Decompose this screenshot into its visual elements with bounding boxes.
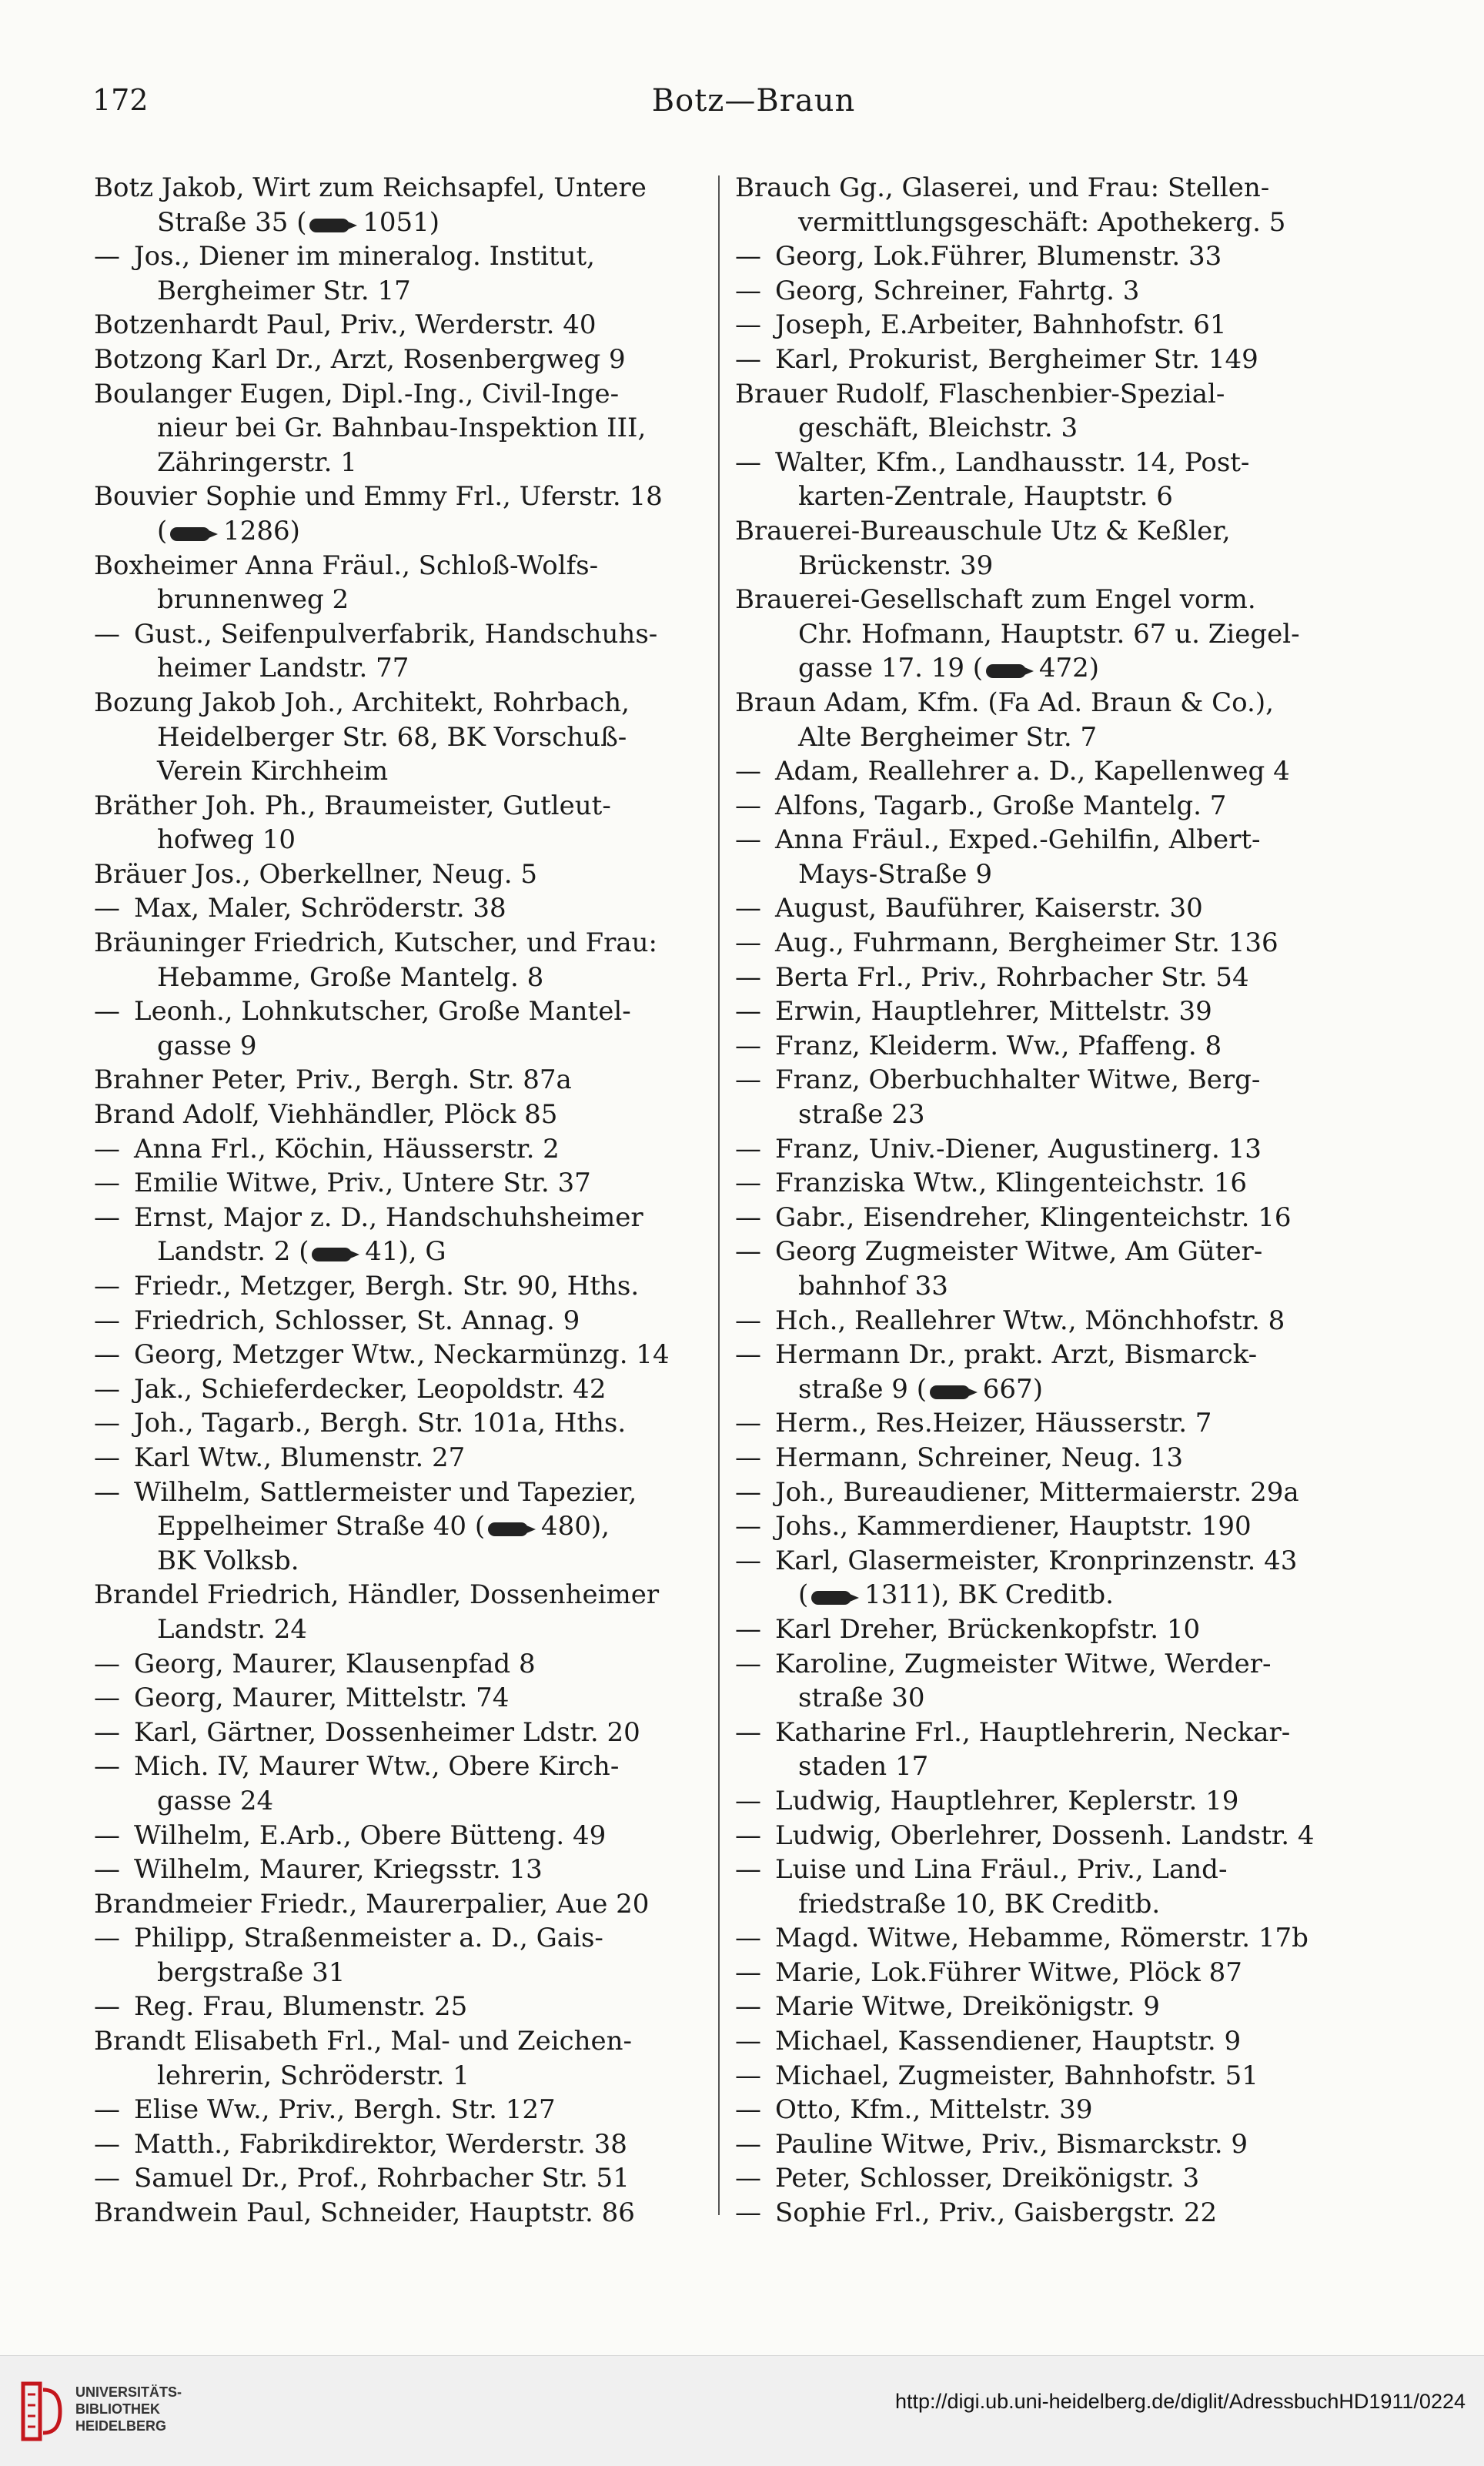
directory-entry xyxy=(94,1819,710,1853)
entry-text: Brandel Friedrich, Händler, Dossenheimer xyxy=(94,1579,660,1611)
entry-continuation: Verein Kirchheim xyxy=(157,756,389,787)
directory-entry xyxy=(735,1544,1351,1612)
entry-continuation: Chr. Hofmann, Hauptstr. 67 u. Ziegel- xyxy=(798,618,1300,650)
entry-text: Emilie Witwe, Priv., Untere Str. 37 xyxy=(134,1168,591,1199)
entry-text: Michael, Kassendiener, Hauptstr. 9 xyxy=(775,2026,1242,2057)
directory-entry xyxy=(94,1716,710,1750)
directory-entry xyxy=(735,1921,1351,1956)
repeat-name-dash: — xyxy=(735,824,761,856)
directory-entry xyxy=(94,1304,710,1338)
entry-continuation: straße 9 ( 667) xyxy=(798,1373,1043,1405)
directory-entry xyxy=(94,1406,710,1441)
entry-text: Brandt Elisabeth Frl., Mal- und Zeichen- xyxy=(94,2026,633,2057)
directory-entry xyxy=(94,377,710,480)
directory-entry xyxy=(735,994,1351,1029)
entry-text: Marie, Lok.Führer Witwe, Plöck 87 xyxy=(775,1956,1242,1988)
entry-continuation: bahnhof 33 xyxy=(798,1271,948,1302)
directory-entry xyxy=(94,1063,710,1098)
directory-entry xyxy=(735,1784,1351,1819)
repeat-name-dash: — xyxy=(735,1545,761,1576)
repeat-name-dash: — xyxy=(94,2094,120,2126)
entry-continuation: gasse 24 xyxy=(157,1785,274,1816)
repeat-name-dash: — xyxy=(735,1305,761,1336)
entry-text: Karoline, Zugmeister Witwe, Werder- xyxy=(775,1648,1272,1679)
entry-text: August, Bauführer, Kaiserstr. 30 xyxy=(775,893,1203,924)
directory-entry xyxy=(94,994,710,1063)
entry-text: Brahner Peter, Priv., Bergh. Str. 87a xyxy=(94,1064,572,1096)
directory-entry xyxy=(735,1853,1351,1921)
directory-entry xyxy=(94,926,710,994)
entry-text: Johs., Kammerdiener, Hauptstr. 190 xyxy=(775,1511,1252,1542)
entry-text: Gabr., Eisendreher, Klingenteichstr. 16 xyxy=(775,1201,1292,1233)
entry-text: Max, Maler, Schröderstr. 38 xyxy=(134,893,506,924)
telephone-icon xyxy=(309,219,349,232)
directory-entry xyxy=(94,308,710,342)
directory-entry xyxy=(94,239,710,308)
directory-entry xyxy=(735,1235,1351,1303)
entry-text: Karl Dreher, Brückenkopfstr. 10 xyxy=(775,1613,1201,1645)
entry-text: Ludwig, Oberlehrer, Dossenh. Landstr. 4 xyxy=(775,1819,1315,1851)
entry-text: Herm., Res.Heizer, Häusserstr. 7 xyxy=(775,1408,1212,1439)
entry-text: Bräther Joh. Ph., Braumeister, Gutleut- xyxy=(94,790,611,821)
entry-text: Reg. Frau, Blumenstr. 25 xyxy=(134,1991,468,2023)
entry-continuation: straße 23 xyxy=(798,1099,925,1131)
directory-entry xyxy=(735,789,1351,824)
directory-entry xyxy=(735,2161,1351,2196)
entry-text: Georg, Schreiner, Fahrtg. 3 xyxy=(775,275,1140,306)
repeat-name-dash: — xyxy=(735,2128,761,2160)
entry-continuation: Landstr. 2 ( 41), G xyxy=(157,1236,446,1268)
entry-continuation: geschäft, Bleichstr. 3 xyxy=(798,413,1078,444)
directory-entry xyxy=(735,1612,1351,1647)
entry-text: Georg, Maurer, Klausenpfad 8 xyxy=(134,1648,536,1679)
directory-entry xyxy=(735,1956,1351,1990)
repeat-name-dash: — xyxy=(94,1682,120,1714)
entry-text: Franz, Oberbuchhalter Witwe, Berg- xyxy=(775,1064,1261,1096)
directory-entry xyxy=(735,1338,1351,1406)
directory-entry xyxy=(94,1578,710,1646)
directory-entry xyxy=(735,1441,1351,1475)
repeat-name-dash: — xyxy=(735,1339,761,1371)
repeat-name-dash: — xyxy=(94,1442,120,1473)
directory-entry xyxy=(94,2093,710,2127)
directory-entry xyxy=(735,1029,1351,1064)
repeat-name-dash: — xyxy=(735,1408,761,1439)
library-name-line: HEIDELBERG xyxy=(75,2418,167,2434)
entry-continuation: Straße 35 ( 1051) xyxy=(157,206,440,238)
library-logo-icon xyxy=(17,2379,65,2444)
directory-entry xyxy=(94,1475,710,1579)
directory-entry xyxy=(94,891,710,926)
entry-continuation: gasse 17. 19 ( 472) xyxy=(798,653,1100,684)
left-column xyxy=(94,171,710,2230)
repeat-name-dash: — xyxy=(735,1648,761,1679)
directory-entry xyxy=(735,1509,1351,1544)
page-header xyxy=(92,83,1415,129)
entry-text: Franz, Univ.-Diener, Augustinerg. 13 xyxy=(775,1133,1262,1164)
repeat-name-dash: — xyxy=(94,893,120,924)
repeat-name-dash: — xyxy=(94,1991,120,2023)
directory-entry xyxy=(735,308,1351,342)
entry-continuation: Landstr. 24 xyxy=(157,1613,308,1645)
entry-text: Sophie Frl., Priv., Gaisbergstr. 22 xyxy=(775,2197,1218,2229)
repeat-name-dash: — xyxy=(735,343,761,375)
repeat-name-dash: — xyxy=(94,1133,120,1164)
telephone-icon xyxy=(488,1522,528,1536)
directory-entry xyxy=(94,342,710,377)
directory-entry xyxy=(735,686,1351,754)
directory-entry xyxy=(94,1166,710,1201)
directory-entry xyxy=(94,1887,710,1922)
entry-text: Brandmeier Friedr., Maurerpalier, Aue 20 xyxy=(94,1888,650,1920)
entry-text: Elise Ww., Priv., Bergh. Str. 127 xyxy=(134,2094,556,2126)
page-title: Botz—Braun xyxy=(651,83,856,119)
directory-entry xyxy=(735,1406,1351,1441)
entry-text: Joseph, E.Arbeiter, Bahnhofstr. 61 xyxy=(775,309,1227,341)
entry-text: Pauline Witwe, Priv., Bismarckstr. 9 xyxy=(775,2128,1248,2160)
entry-text: Jos., Diener im mineralog. Institut, xyxy=(134,241,595,272)
directory-entry xyxy=(735,1475,1351,1510)
entry-continuation: Mays-Straße 9 xyxy=(798,858,992,890)
entry-continuation: ( 1311), BK Creditb. xyxy=(798,1579,1114,1611)
entry-continuation: Brückenstr. 39 xyxy=(798,550,994,581)
directory-entry xyxy=(94,1853,710,1887)
entry-text: Wilhelm, E.Arb., Obere Bütteng. 49 xyxy=(134,1819,607,1851)
repeat-name-dash: — xyxy=(735,1956,761,1988)
directory-entry xyxy=(735,961,1351,995)
repeat-name-dash: — xyxy=(735,927,761,959)
repeat-name-dash: — xyxy=(735,1716,761,1748)
repeat-name-dash: — xyxy=(735,1819,761,1851)
entry-text: Leonh., Lohnkutscher, Große Mantel- xyxy=(134,996,631,1028)
library-name xyxy=(75,2384,182,2434)
entry-text: Anna Frl., Köchin, Häusserstr. 2 xyxy=(134,1133,560,1164)
directory-entry xyxy=(94,1441,710,1475)
entry-text: Aug., Fuhrmann, Bergheimer Str. 136 xyxy=(775,927,1278,959)
repeat-name-dash: — xyxy=(735,1613,761,1645)
repeat-name-dash: — xyxy=(94,1408,120,1439)
entry-text: Boxheimer Anna Fräul., Schloß-Wolfs- xyxy=(94,550,599,581)
entry-text: Peter, Schlosser, Dreikönigstr. 3 xyxy=(775,2163,1200,2194)
repeat-name-dash: — xyxy=(94,1819,120,1851)
directory-entry xyxy=(94,1990,710,2024)
entry-text: Anna Fräul., Exped.-Gehilfin, Albert- xyxy=(775,824,1261,856)
repeat-name-dash: — xyxy=(94,1168,120,1199)
repeat-name-dash: — xyxy=(94,1201,120,1233)
column-divider xyxy=(718,175,720,2215)
repeat-name-dash: — xyxy=(735,1133,761,1164)
entry-text: Magd. Witwe, Hebamme, Römerstr. 17b xyxy=(775,1923,1309,1954)
entry-text: Brand Adolf, Viehhändler, Plöck 85 xyxy=(94,1099,558,1131)
entry-continuation: Eppelheimer Straße 40 ( 480), xyxy=(157,1511,610,1542)
directory-entry xyxy=(735,2059,1351,2093)
directory-entry xyxy=(94,1338,710,1372)
directory-entry xyxy=(735,274,1351,309)
entry-text: Katharine Frl., Hauptlehrerin, Neckar- xyxy=(775,1716,1291,1748)
repeat-name-dash: — xyxy=(735,790,761,821)
entry-text: Brauerei-Gesellschaft zum Engel vorm. xyxy=(735,584,1256,616)
directory-entry xyxy=(735,171,1351,239)
repeat-name-dash: — xyxy=(94,2128,120,2160)
entry-text: Ludwig, Hauptlehrer, Keplerstr. 19 xyxy=(775,1785,1239,1816)
entry-text: Karl, Gärtner, Dossenheimer Ldstr. 20 xyxy=(134,1716,640,1748)
repeat-name-dash: — xyxy=(735,446,761,478)
entry-text: Karl Wtw., Blumenstr. 27 xyxy=(134,1442,466,1473)
directory-entry xyxy=(735,1819,1351,1853)
entry-continuation: heimer Landstr. 77 xyxy=(157,653,409,684)
repeat-name-dash: — xyxy=(94,996,120,1028)
entry-continuation: vermittlungsgeschäft: Apothekerg. 5 xyxy=(798,206,1286,238)
repeat-name-dash: — xyxy=(735,2163,761,2194)
repeat-name-dash: — xyxy=(94,1716,120,1748)
directory-entry xyxy=(94,2161,710,2196)
repeat-name-dash: — xyxy=(94,1854,120,1886)
repeat-name-dash: — xyxy=(94,241,120,272)
entry-text: Friedr., Metzger, Bergh. Str. 90, Hths. xyxy=(134,1271,640,1302)
directory-entry xyxy=(94,1269,710,1304)
repeat-name-dash: — xyxy=(94,1476,120,1508)
library-name-line: UNIVERSITÄTS- xyxy=(75,2384,182,2400)
telephone-icon xyxy=(986,664,1026,678)
entry-text: Bouvier Sophie und Emmy Frl., Uferstr. 18 xyxy=(94,481,663,513)
telephone-icon xyxy=(811,1591,851,1605)
telephone-icon xyxy=(930,1385,970,1399)
repeat-name-dash: — xyxy=(735,893,761,924)
directory-entry xyxy=(94,1647,710,1682)
repeat-name-dash: — xyxy=(735,1854,761,1886)
directory-entry xyxy=(94,857,710,892)
repeat-name-dash: — xyxy=(735,1991,761,2023)
entry-text: Bozung Jakob Joh., Architekt, Rohrbach, xyxy=(94,687,630,718)
entry-text: Brauerei-Bureauschule Utz & Keßler, xyxy=(735,515,1231,546)
directory-entry xyxy=(94,480,710,548)
source-url-link[interactable]: http://digi.ub.uni-heidelberg.de/diglit/AdressbuchHD1911/0224 xyxy=(895,2390,1466,2413)
directory-entry xyxy=(94,1201,710,1269)
directory-entry xyxy=(735,1166,1351,1201)
repeat-name-dash: — xyxy=(94,1305,120,1336)
entry-text: Marie Witwe, Dreikönigstr. 9 xyxy=(775,1991,1160,2023)
directory-entry xyxy=(735,2196,1351,2230)
telephone-icon xyxy=(170,527,210,541)
viewer-footer xyxy=(0,2355,1484,2466)
directory-entry xyxy=(735,2093,1351,2127)
entry-text: Botzenhardt Paul, Priv., Werderstr. 40 xyxy=(94,309,597,341)
entry-text: Philipp, Straßenmeister a. D., Gais- xyxy=(134,1923,603,1954)
entry-continuation: Bergheimer Str. 17 xyxy=(157,275,411,306)
entry-text: Jak., Schieferdecker, Leopoldstr. 42 xyxy=(134,1373,607,1405)
repeat-name-dash: — xyxy=(94,2163,120,2194)
directory-entry xyxy=(94,171,710,239)
directory-entry xyxy=(735,926,1351,961)
entry-text: Brauch Gg., Glaserei, und Frau: Stellen- xyxy=(735,172,1270,203)
repeat-name-dash: — xyxy=(94,618,120,650)
entry-text: Michael, Zugmeister, Bahnhofstr. 51 xyxy=(775,2060,1258,2091)
repeat-name-dash: — xyxy=(735,1064,761,1096)
directory-entry xyxy=(94,2024,710,2093)
entry-text: Berta Frl., Priv., Rohrbacher Str. 54 xyxy=(775,961,1249,993)
repeat-name-dash: — xyxy=(735,1511,761,1542)
entry-text: Brandwein Paul, Schneider, Hauptstr. 86 xyxy=(94,2197,635,2229)
entry-continuation: Alte Bergheimer Str. 7 xyxy=(798,721,1098,753)
repeat-name-dash: — xyxy=(735,2094,761,2126)
directory-entry xyxy=(94,2196,710,2230)
repeat-name-dash: — xyxy=(735,2060,761,2091)
directory-entry xyxy=(735,754,1351,789)
repeat-name-dash: — xyxy=(735,756,761,787)
directory-entry xyxy=(735,446,1351,514)
entry-continuation: Heidelberger Str. 68, BK Vorschuß- xyxy=(157,721,627,753)
entry-text: Botz Jakob, Wirt zum Reichsapfel, Untere xyxy=(94,172,647,203)
entry-text: Luise und Lina Fräul., Priv., Land- xyxy=(775,1854,1228,1886)
library-name-line: BIBLIOTHEK xyxy=(75,2401,160,2417)
entry-text: Walter, Kfm., Landhausstr. 14, Post- xyxy=(775,446,1250,478)
entry-text: Adam, Reallehrer a. D., Kapellenweg 4 xyxy=(775,756,1290,787)
directory-entry xyxy=(735,514,1351,583)
directory-entry xyxy=(735,1304,1351,1338)
page-number: 172 xyxy=(92,83,149,117)
entry-continuation: BK Volksb. xyxy=(157,1545,299,1576)
repeat-name-dash: — xyxy=(94,1923,120,1954)
entry-continuation: gasse 9 xyxy=(157,1030,257,1061)
entry-text: Karl, Glasermeister, Kronprinzenstr. 43 xyxy=(775,1545,1298,1576)
entry-continuation: lehrerin, Schröderstr. 1 xyxy=(157,2060,470,2091)
entry-text: Ernst, Major z. D., Handschuhsheimer xyxy=(134,1201,643,1233)
directory-entry xyxy=(94,789,710,857)
repeat-name-dash: — xyxy=(94,1339,120,1371)
directory-entry xyxy=(735,823,1351,891)
directory-entry xyxy=(735,1647,1351,1716)
directory-entry xyxy=(735,2024,1351,2059)
repeat-name-dash: — xyxy=(735,1785,761,1816)
entry-text: Wilhelm, Maurer, Kriegsstr. 13 xyxy=(134,1854,543,1886)
entry-text: Franz, Kleiderm. Ww., Pfaffeng. 8 xyxy=(775,1030,1222,1061)
entry-continuation: hofweg 10 xyxy=(157,824,296,856)
entry-text: Georg Zugmeister Witwe, Am Güter- xyxy=(775,1236,1263,1268)
entry-text: Matth., Fabrikdirektor, Werderstr. 38 xyxy=(134,2128,627,2160)
entry-text: Gust., Seifenpulverfabrik, Handschuhs- xyxy=(134,618,658,650)
entry-text: Georg, Metzger Wtw., Neckarmünzg. 14 xyxy=(134,1339,670,1371)
entry-continuation: friedstraße 10, BK Creditb. xyxy=(798,1888,1161,1920)
directory-entry xyxy=(94,1132,710,1167)
repeat-name-dash: — xyxy=(735,309,761,341)
entry-continuation: Hebamme, Große Mantelg. 8 xyxy=(157,961,544,993)
directory-entry xyxy=(735,1132,1351,1167)
repeat-name-dash: — xyxy=(735,996,761,1028)
entry-text: Hermann, Schreiner, Neug. 13 xyxy=(775,1442,1183,1473)
entry-text: Bräuninger Friedrich, Kutscher, und Frau: xyxy=(94,927,657,959)
entry-continuation: brunnenweg 2 xyxy=(157,584,349,616)
entry-text: Franziska Wtw., Klingenteichstr. 16 xyxy=(775,1168,1247,1199)
entry-text: Friedrich, Schlosser, St. Annag. 9 xyxy=(134,1305,580,1336)
repeat-name-dash: — xyxy=(94,1648,120,1679)
right-column xyxy=(735,171,1351,2230)
directory-entry xyxy=(94,549,710,617)
entry-continuation: karten-Zentrale, Hauptstr. 6 xyxy=(798,481,1173,513)
repeat-name-dash: — xyxy=(735,2026,761,2057)
directory-entry xyxy=(94,1372,710,1407)
entry-continuation: bergstraße 31 xyxy=(157,1956,346,1988)
entry-text: Karl, Prokurist, Bergheimer Str. 149 xyxy=(775,343,1258,375)
directory-entry xyxy=(94,1098,710,1132)
directory-entry xyxy=(735,239,1351,274)
repeat-name-dash: — xyxy=(94,1373,120,1405)
directory-entry xyxy=(735,342,1351,377)
repeat-name-dash: — xyxy=(735,275,761,306)
directory-entry xyxy=(94,1681,710,1716)
entry-continuation: straße 30 xyxy=(798,1682,925,1714)
repeat-name-dash: — xyxy=(735,1168,761,1199)
entry-continuation: staden 17 xyxy=(798,1751,929,1783)
entry-text: Bräuer Jos., Oberkellner, Neug. 5 xyxy=(94,858,537,890)
entry-continuation: Zähringerstr. 1 xyxy=(157,446,357,478)
entry-text: Joh., Tagarb., Bergh. Str. 101a, Hths. xyxy=(134,1408,627,1439)
entry-text: Erwin, Hauptlehrer, Mittelstr. 39 xyxy=(775,996,1212,1028)
entry-text: Wilhelm, Sattlermeister und Tapezier, xyxy=(134,1476,637,1508)
directory-entry xyxy=(735,1716,1351,1784)
entry-text: Joh., Bureaudiener, Mittermaierstr. 29a xyxy=(775,1476,1299,1508)
directory-entry xyxy=(94,1749,710,1818)
entry-text: Mich. IV, Maurer Wtw., Obere Kirch- xyxy=(134,1751,620,1783)
directory-entry xyxy=(735,2127,1351,2162)
entry-text: Otto, Kfm., Mittelstr. 39 xyxy=(775,2094,1093,2126)
repeat-name-dash: — xyxy=(735,1201,761,1233)
repeat-name-dash: — xyxy=(735,2197,761,2229)
directory-entry xyxy=(94,2127,710,2162)
directory-entry xyxy=(94,1921,710,1990)
repeat-name-dash: — xyxy=(735,961,761,993)
directory-entry xyxy=(735,1990,1351,2024)
entry-text: Hermann Dr., prakt. Arzt, Bismarck- xyxy=(775,1339,1258,1371)
directory-entry xyxy=(735,891,1351,926)
directory-entry xyxy=(94,617,710,686)
repeat-name-dash: — xyxy=(735,1923,761,1954)
repeat-name-dash: — xyxy=(94,1751,120,1783)
entry-text: Hch., Reallehrer Wtw., Mönchhofstr. 8 xyxy=(775,1305,1285,1336)
entry-text: Samuel Dr., Prof., Rohrbacher Str. 51 xyxy=(134,2163,630,2194)
directory-entry xyxy=(735,583,1351,686)
directory-entry xyxy=(735,1063,1351,1131)
repeat-name-dash: — xyxy=(94,1271,120,1302)
directory-entry xyxy=(94,686,710,789)
entry-text: Georg, Maurer, Mittelstr. 74 xyxy=(134,1682,510,1714)
entry-continuation: nieur bei Gr. Bahnbau-Inspektion III, xyxy=(157,413,647,444)
directory-entry xyxy=(735,377,1351,446)
repeat-name-dash: — xyxy=(735,1442,761,1473)
entry-text: Braun Adam, Kfm. (Fa Ad. Braun & Co.), xyxy=(735,687,1274,718)
entry-text: Brauer Rudolf, Flaschenbier-Spezial- xyxy=(735,378,1225,409)
entry-text: Boulanger Eugen, Dipl.-Ing., Civil-Inge- xyxy=(94,378,620,409)
repeat-name-dash: — xyxy=(735,1236,761,1268)
repeat-name-dash: — xyxy=(735,1030,761,1061)
entry-text: Georg, Lok.Führer, Blumenstr. 33 xyxy=(775,241,1222,272)
directory-entry xyxy=(735,1201,1351,1235)
repeat-name-dash: — xyxy=(735,1476,761,1508)
telephone-icon xyxy=(312,1248,352,1261)
entry-continuation: ( 1286) xyxy=(157,515,300,546)
entry-text: Alfons, Tagarb., Große Mantelg. 7 xyxy=(775,790,1227,821)
repeat-name-dash: — xyxy=(735,241,761,272)
entry-text: Botzong Karl Dr., Arzt, Rosenbergweg 9 xyxy=(94,343,626,375)
